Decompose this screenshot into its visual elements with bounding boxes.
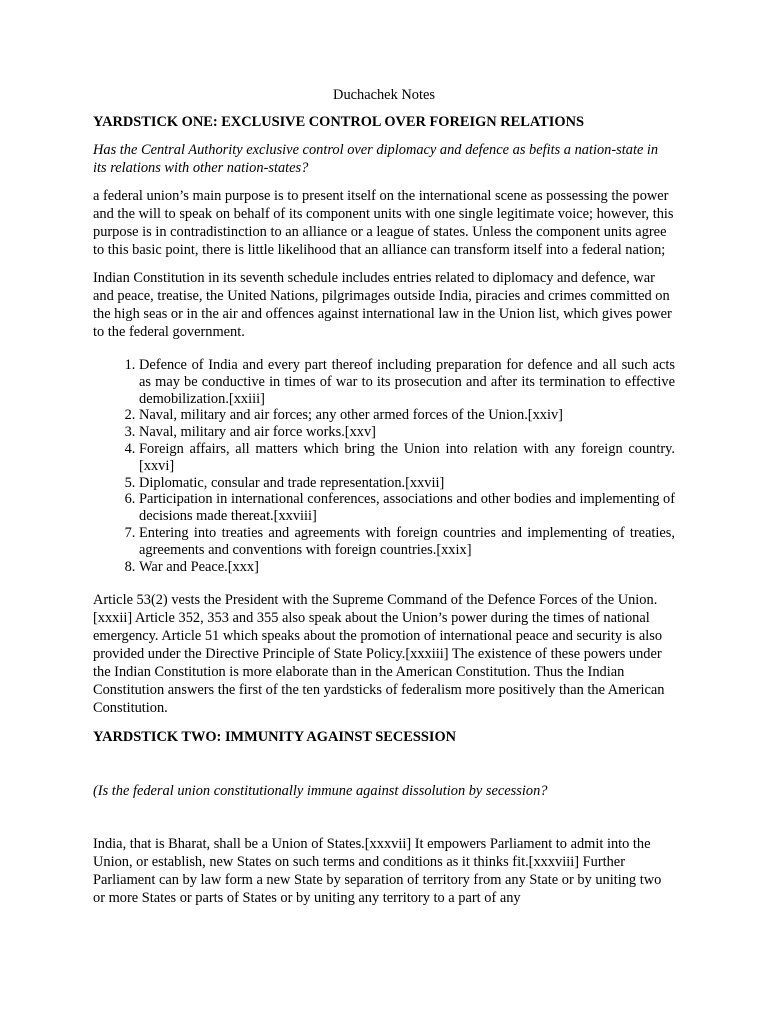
paragraph-article-53: Article 53(2) vests the President with the Supreme Command of the Defence Forces of the Union.[xxxii] Article 352, 353 and 355 also speak about the Union’s power during the times of national emergency. Article 51 which speaks about the promotion of international peace and security is also provided under the Directive Principle of State Policy.[xxxiii] The existence of these powers under the Indian Constitution is more elaborate than in the American Constitution. Thus the Indian Constitution answers the first of the ten yardsticks of federalism more positively than the American Constitution. bbox=[93, 592, 665, 717]
paragraph-union-of-states: India, that is Bharat, shall be a Union of States.[xxxvii] It empowers Parliament to admit into the Union, or establish, new States on such terms and conditions as it thinks fit.[xxxviii] Further Parliament can by law form a new State by separation of territory from any State or by uniting two or more States or parts of States or by uniting any territory to a part of any bbox=[93, 836, 662, 907]
list-item: 1. Defence of India and every part thereof including preparation for defence and all such acts as may be conductive in times of war to its prosecution and after its termination to effective demobilization.[xxiii] bbox=[139, 357, 675, 407]
document-title: Duchachek Notes bbox=[333, 87, 435, 103]
paragraph-seventh-schedule: Indian Constitution in its seventh schedule includes entries related to diplomacy and defence, war and peace, treatise, the United Nations, pilgrimages outside India, piracies and crimes committed on the high seas or in the air and offences against international law in the Union list, which gives power to the federal government. bbox=[93, 270, 672, 340]
list-item: 6. Participation in international conferences, associations and other bodies and implementing of decisions made thereat.[xxviii] bbox=[139, 491, 675, 525]
section-question-one: Has the Central Authority exclusive control over diplomacy and defence as befits a nation-state in its relations with other nation-states? bbox=[93, 142, 659, 176]
document-page bbox=[93, 86, 675, 917]
list-item: 4. Foreign affairs, all matters which bring the Union into relation with any foreign country.[xxvi] bbox=[139, 441, 675, 475]
section-heading-yardstick-two: YARDSTICK TWO: IMMUNITY AGAINST SECESSION bbox=[93, 729, 457, 746]
paragraph-federal-union: a federal union’s main purpose is to present itself on the international scene as possessing the power and the will to speak on behalf of its component units with one single legitimate voice; however, this purpose is in contradistinction to an alliance or a league of states. Unless the component units agree to this basic point, there is little likelihood that an alliance can transform itself into a federal nation; bbox=[93, 188, 674, 258]
list-item: 5. Diplomatic, consular and trade representation.[xxvii] bbox=[139, 475, 675, 492]
section-heading-yardstick-one: YARDSTICK ONE: EXCLUSIVE CONTROL OVER FOREIGN RELATIONS bbox=[93, 114, 584, 130]
list-item: 7. Entering into treaties and agreements with foreign countries and implementing of treaties, agreements and conventions with foreign countries.[xxix] bbox=[139, 525, 675, 559]
union-list-entries bbox=[93, 357, 675, 575]
section-question-two: (Is the federal union constitutionally immune against dissolution by secession? bbox=[93, 783, 548, 800]
list-item: 3. Naval, military and air force works.[xxv] bbox=[139, 424, 675, 441]
list-item: 8. War and Peace.[xxx] bbox=[139, 559, 675, 576]
list-item: 2. Naval, military and air forces; any other armed forces of the Union.[xxiv] bbox=[139, 407, 675, 424]
